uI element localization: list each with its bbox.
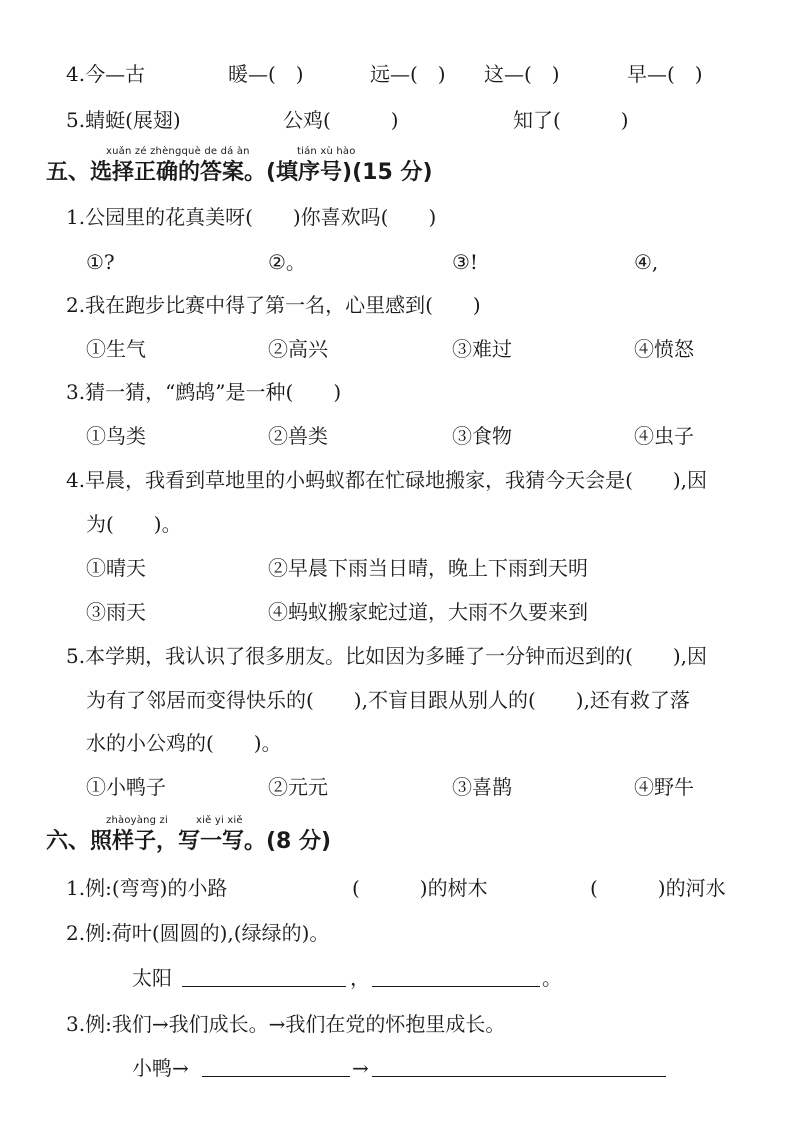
s5-q5-line-3: 水的小公鸡的( )。 xyxy=(86,731,282,755)
s6-q2-answer-line-2[interactable] xyxy=(372,986,540,987)
s5-q5-opt-1: ①小鸭子 xyxy=(86,775,166,799)
s4-row5-label: 5.蜻蜓(展翅) xyxy=(66,108,181,132)
s4-row4-item-3: 这—( ) xyxy=(484,62,560,86)
s6-q1-example: 1.例:(弯弯)的小路 xyxy=(66,876,228,900)
s5-q4-line-1: 4.早晨，我看到草地里的小蚂蚁都在忙碌地搬家，我猜今天会是( ),因 xyxy=(66,468,708,492)
s4-row4-item-2: 远—( ) xyxy=(370,62,446,86)
s5-q1-opt-4: ④, xyxy=(634,250,659,274)
s6-q3-prompt: 小鸭→ xyxy=(132,1056,189,1080)
s6-q2-period: 。 xyxy=(542,966,562,990)
s5-q3-opt-3: ③食物 xyxy=(452,424,512,448)
s5-q1-opt-1: ①? xyxy=(86,250,115,274)
s4-row5-item-1: 公鸡( ) xyxy=(283,108,399,132)
s5-q2-opt-1: ①生气 xyxy=(86,337,146,361)
s6-q2-prompt: 太阳 xyxy=(132,966,172,990)
s4-row5-item-2: 知了( ) xyxy=(513,108,629,132)
s5-q4-opt-1: ①晴天 xyxy=(86,556,146,580)
s6-pinyin-2: xiě yi xiě xyxy=(196,815,243,826)
s5-q2: 2.我在跑步比赛中得了第一名，心里感到( ) xyxy=(66,293,481,317)
s6-title: 六、照样子，写一写。(8 分) xyxy=(46,829,332,854)
s6-q3-example: 3.例:我们→我们成长。→我们在党的怀抱里成长。 xyxy=(66,1012,506,1036)
s6-q2-answer-line-1[interactable] xyxy=(182,986,346,987)
s5-q5-line-1: 5.本学期，我认识了很多朋友。比如因为多睡了一分钟而迟到的( ),因 xyxy=(66,644,708,668)
s5-q3-opt-1: ①鸟类 xyxy=(86,424,146,448)
s5-q5-opt-3: ③喜鹊 xyxy=(452,775,512,799)
s5-q3-opt-4: ④虫子 xyxy=(634,424,694,448)
s6-q3-answer-line-1[interactable] xyxy=(202,1076,350,1077)
s4-row4-label: 4.今—古 xyxy=(66,62,146,86)
s5-q1-opt-3: ③! xyxy=(452,250,478,274)
s4-row4-item-1: 暖—( ) xyxy=(228,62,304,86)
s5-q4-opt-4: ④蚂蚁搬家蛇过道，大雨不久要来到 xyxy=(268,600,588,624)
s5-q4-opt-2: ②早晨下雨当日晴，晚上下雨到天明 xyxy=(268,556,588,580)
s6-q2-comma: ， xyxy=(350,966,370,990)
s5-q5-opt-4: ④野牛 xyxy=(634,775,694,799)
s6-q1-blank-1: ( )的树木 xyxy=(352,876,488,900)
s5-q2-opt-2: ②高兴 xyxy=(268,337,328,361)
s5-q4-opt-3: ③雨天 xyxy=(86,600,146,624)
s5-q4-line-2: 为( )。 xyxy=(86,512,182,536)
s5-title: 五、选择正确的答案。(填序号)(15 分) xyxy=(46,160,433,185)
s6-pinyin-1: zhàoyàng zi xyxy=(106,815,168,826)
s5-pinyin-2: tián xù hào xyxy=(297,146,356,157)
s5-pinyin-1: xuǎn zé zhèngquè de dá àn xyxy=(106,146,250,157)
s4-row4-item-4: 早—( ) xyxy=(627,62,703,86)
s6-q3-answer-line-2[interactable] xyxy=(372,1076,666,1077)
s6-q1-blank-2: ( )的河水 xyxy=(590,876,726,900)
s5-q3: 3.猜一猜，“鹧鸪”是一种( ) xyxy=(66,380,342,404)
s5-q2-opt-4: ④愤怒 xyxy=(634,337,694,361)
s5-q3-opt-2: ②兽类 xyxy=(268,424,328,448)
s5-q1-opt-2: ②。 xyxy=(268,250,306,274)
s5-q5-line-2: 为有了邻居而变得快乐的( ),不盲目跟从别人的( ),还有救了落 xyxy=(86,688,690,712)
s6-q3-arrow: → xyxy=(352,1056,369,1080)
s5-q5-opt-2: ②元元 xyxy=(268,775,328,799)
s5-q1: 1.公园里的花真美呀( )你喜欢吗( ) xyxy=(66,205,437,229)
s5-q2-opt-3: ③难过 xyxy=(452,337,512,361)
s6-q2-example: 2.例:荷叶(圆圆的),(绿绿的)。 xyxy=(66,921,330,945)
